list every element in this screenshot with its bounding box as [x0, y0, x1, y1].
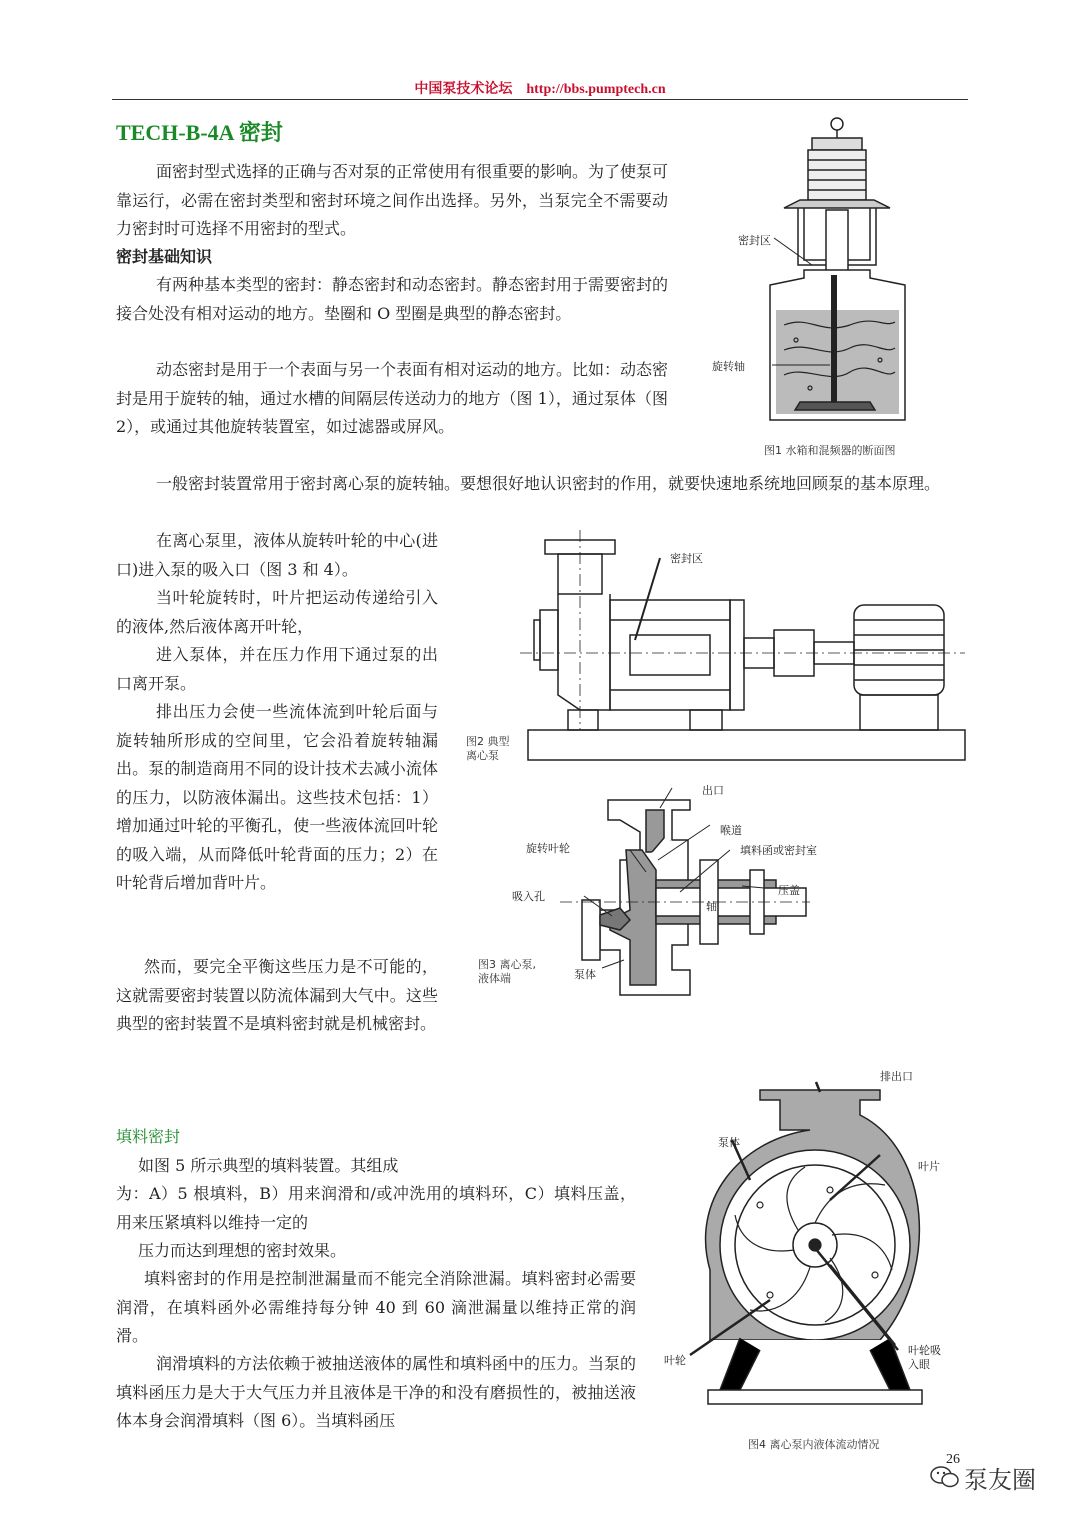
fig4-label-casing: 泵体 — [718, 1136, 740, 1149]
paragraph-discharge-pressure: 排出压力会使一些流体流到叶轮后面与旋转轴所形成的空间里，它会沿着旋转轴漏出。泵的制造商用不同的设计技术去减小流体的压力，以防液体漏出。这些技术包括：1）增加通过叶轮的平衡孔，使一些液体流回叶轮的吸入端，从而降低叶轮背面的压力；2）在叶轮背后增加背叶片。 — [116, 702, 438, 892]
page-header — [0, 78, 1080, 98]
fig3-label-gland: 压盖 — [778, 884, 800, 897]
fig3-label-casing: 泵体 — [574, 968, 596, 981]
intro-paragraph: 面密封型式选择的正确与否对泵的正常使用有很重要的影响。为了使泵可靠运行，必需在密封类型和密封环境之间作出选择。另外，当泵完全不需要动力密封时可选择不用密封的型式。 — [116, 162, 669, 238]
fig3-label-stuffing-box: 填料函或密封室 — [740, 844, 817, 857]
page-number: 26 — [946, 1452, 960, 1467]
fig1-caption: 图1 水箱和混频器的断面图 — [764, 444, 896, 457]
figure-4-pump-flow — [680, 1070, 960, 1430]
figure-2-centrifugal-pump — [520, 530, 970, 765]
figure-1-tank-mixer — [700, 110, 960, 460]
paragraph-impeller-rotation: 当叶轮旋转时，叶片把运动传递给引入的液体,然后液体离开叶轮， — [116, 588, 438, 636]
header-site: 中国泵技术论坛 — [414, 82, 513, 97]
fig4-caption: 图4 离心泵内液体流动情况 — [748, 1438, 880, 1451]
fig3-label-throat: 喉道 — [720, 824, 742, 837]
paragraph-dynamic-seal: 动态密封是用于一个表面与另一个表面有相对运动的地方。比如：动态密封是用于旋转的轴，通过水槽的间隔层传送动力的地方（图 1），通过泵体（图 2），或通过其他旋转装置室，如过滤器或屏风。 — [116, 360, 669, 436]
fig1-label-seal-zone: 密封区 — [738, 234, 771, 247]
header-url[interactable]: http://bbs.pumptech.cn — [526, 82, 666, 97]
fig4-label-eye-line1: 叶轮吸 — [908, 1344, 941, 1357]
paragraph-pump-inlet: 在离心泵里，液体从旋转叶轮的中心(进口)进入泵的吸入口（图 3 和 4）。 — [116, 531, 438, 579]
fig2-label-seal-zone: 密封区 — [670, 552, 703, 565]
fig3-label-outlet: 出口 — [702, 784, 724, 797]
page-title: TECH-B-4A 密封 — [116, 120, 283, 145]
header-rule — [112, 99, 968, 100]
fig4-label-eye-line2: 入眼 — [908, 1358, 930, 1371]
paragraph-seal-usage: 一般密封装置常用于密封离心泵的旋转轴。要想很好地认识密封的作用，就要快速地系统地回顾泵的基本原理。 — [156, 474, 941, 493]
fig3-label-shaft: 轴 — [706, 900, 717, 913]
packing-line-1: 如图 5 所示典型的填料装置。其组成 — [138, 1156, 399, 1175]
fig1-label-shaft: 旋转轴 — [712, 360, 745, 373]
paragraph-static-dynamic: 有两种基本类型的密封：静态密封和动态密封。静态密封用于需要密封的接合处没有相对运动的地方。垫圈和 O 型圈是典型的静态密封。 — [116, 275, 669, 323]
section-heading-basics: 密封基础知识 — [116, 247, 213, 266]
section-heading-packing: 填料密封 — [116, 1127, 181, 1146]
packing-line-3: 压力而达到理想的密封效果。 — [138, 1241, 347, 1260]
fig3-caption-line1: 图3 离心泵, — [478, 958, 536, 971]
fig2-caption-line2: 离心泵 — [466, 749, 499, 762]
fig4-label-impeller: 叶轮 — [664, 1354, 686, 1367]
fig3-label-impeller: 旋转叶轮 — [526, 842, 570, 855]
paragraph-pump-outlet: 进入泵体，并在压力作用下通过泵的出口离开泵。 — [116, 645, 438, 693]
fig2-caption-line1: 图2 典型 — [466, 735, 510, 748]
fig4-label-vane: 叶片 — [918, 1160, 940, 1173]
paragraph-packing-lubrication: 润滑填料的方法依赖于被抽送液体的属性和填料函中的压力。当泵的填料函压力是大于大气压力并且液体是干净的和没有磨损性的，被抽送液体本身会润滑填料（图 6）。当填料函压 — [116, 1354, 637, 1430]
fig3-label-inlet: 吸入孔 — [512, 890, 545, 903]
fig4-label-outlet: 排出口 — [880, 1070, 913, 1083]
wechat-icon — [930, 1464, 960, 1490]
watermark: 泵友圈 — [964, 1466, 1036, 1494]
paragraph-packing-function: 填料密封的作用是控制泄漏量而不能完全消除泄漏。填料密封必需要润滑，在填料函外必需维持每分钟 40 到 60 滴泄漏量以维持正常的润滑。 — [116, 1269, 636, 1345]
paragraph-seal-devices: 然而，要完全平衡这些压力是不可能的，这就需要密封装置以防流体漏到大气中。这些典型的密封装置不是填料密封就是机械密封。 — [116, 957, 438, 1033]
packing-line-2: 为：A）5 根填料，B）用来润滑和/或冲洗用的填料环，C）填料压盖，用来压紧填料以维持一定的 — [116, 1184, 636, 1232]
fig3-caption-line2: 液体端 — [478, 972, 511, 985]
